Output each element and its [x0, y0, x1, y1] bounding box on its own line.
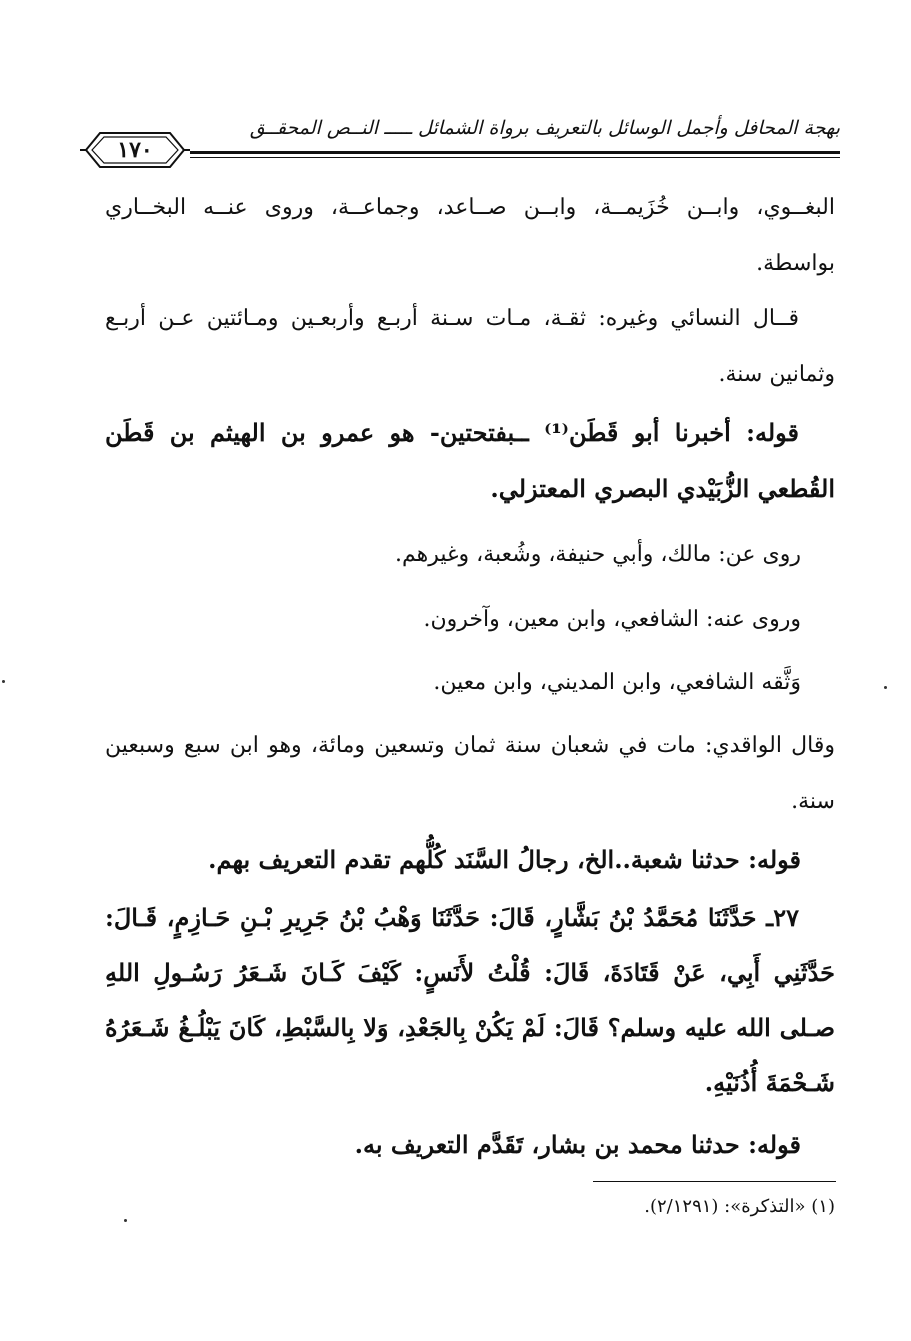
- scan-speck: [124, 1219, 127, 1222]
- scan-speck: [2, 680, 5, 683]
- paragraph-4: روى عن: مالك، وأبي حنيفة، وشُعبة، وغيرهم.: [395, 542, 801, 567]
- paragraph-1: البغــوي، وابــن خُزَيمــة، وابــن صــاعد، وجماعــة، وروى عنــه البخــاري بواسطة.: [105, 195, 835, 276]
- paragraph-7: وقال الواقدي: مات في شعبان سنة ثمان وتسعين ومائة، وهو ابن سبع وسبعين سنة.: [105, 733, 835, 814]
- paragraph-5: وروى عنه: الشافعي، وابن معين، وآخرون.: [423, 607, 801, 632]
- header-title: بهجة المحافل وأجمل الوسائل بالتعريف برواة الشمائل ـــــ النــص المحقــق: [249, 117, 840, 139]
- footnote-separator: [593, 1181, 836, 1182]
- header-rule-thin: [190, 157, 840, 158]
- paragraph-6: وَثَّقه الشافعي، وابن المديني، وابن معين.: [433, 670, 801, 695]
- header-rule: [190, 151, 840, 154]
- paragraph-2: قــال النسائي وغيره: ثقـة، مـات سـنة أربـع وأربعـين ومـائتين عـن أربـع وثمانين سنة.: [105, 306, 835, 387]
- footnote-1: (١) «التذكرة»: (٢/١٢٩١).: [644, 1196, 835, 1217]
- hadith-27: ٢٧ـ حَدَّثَنَا مُحَمَّدُ بْنُ بَشَّارٍ، قَالَ: حَدَّثَنَا وَهْبُ بْنُ جَرِيرِ بْـنِ حَـازِمٍ، قَـالَ: حَدَّثَنِي أَبِي، عَنْ قَتَادَةَ، قَالَ: قُلْتُ لأَنَسٍ: كَيْفَ كَـانَ شَـعَرُ رَسُـولِ اللهِ صـلى الله عليه وسلم؟ قَالَ: لَمْ يَكُنْ بِالجَعْدِ، وَلا بِالسَّبْطِ، كَانَ يَبْلُـغُ شَـعَرُهُ شَـحْمَةَ أُذُنَيْهِ.: [105, 903, 835, 1097]
- page-number-badge: [80, 127, 190, 173]
- scan-speck: [884, 686, 887, 689]
- paragraph-8-heading: قوله: حدثنا شعبة..الخ، رجالُ السَّنَد كُلُّهم تقدم التعريف بهم.: [208, 845, 801, 874]
- page-number: ١٧٠: [117, 137, 153, 163]
- paragraph-3-heading: قوله: أخبرنا أبو قَطَن⁽¹⁾ ــبفتحتين- هو عمرو بن الهيثم بن قَطَن القُطعي الزُّبَيْدي البصري المعتزلي.: [105, 418, 835, 503]
- paragraph-10-heading: قوله: حدثنا محمد بن بشار، تَقَدَّم التعريف به.: [354, 1130, 801, 1159]
- running-header: [80, 113, 840, 173]
